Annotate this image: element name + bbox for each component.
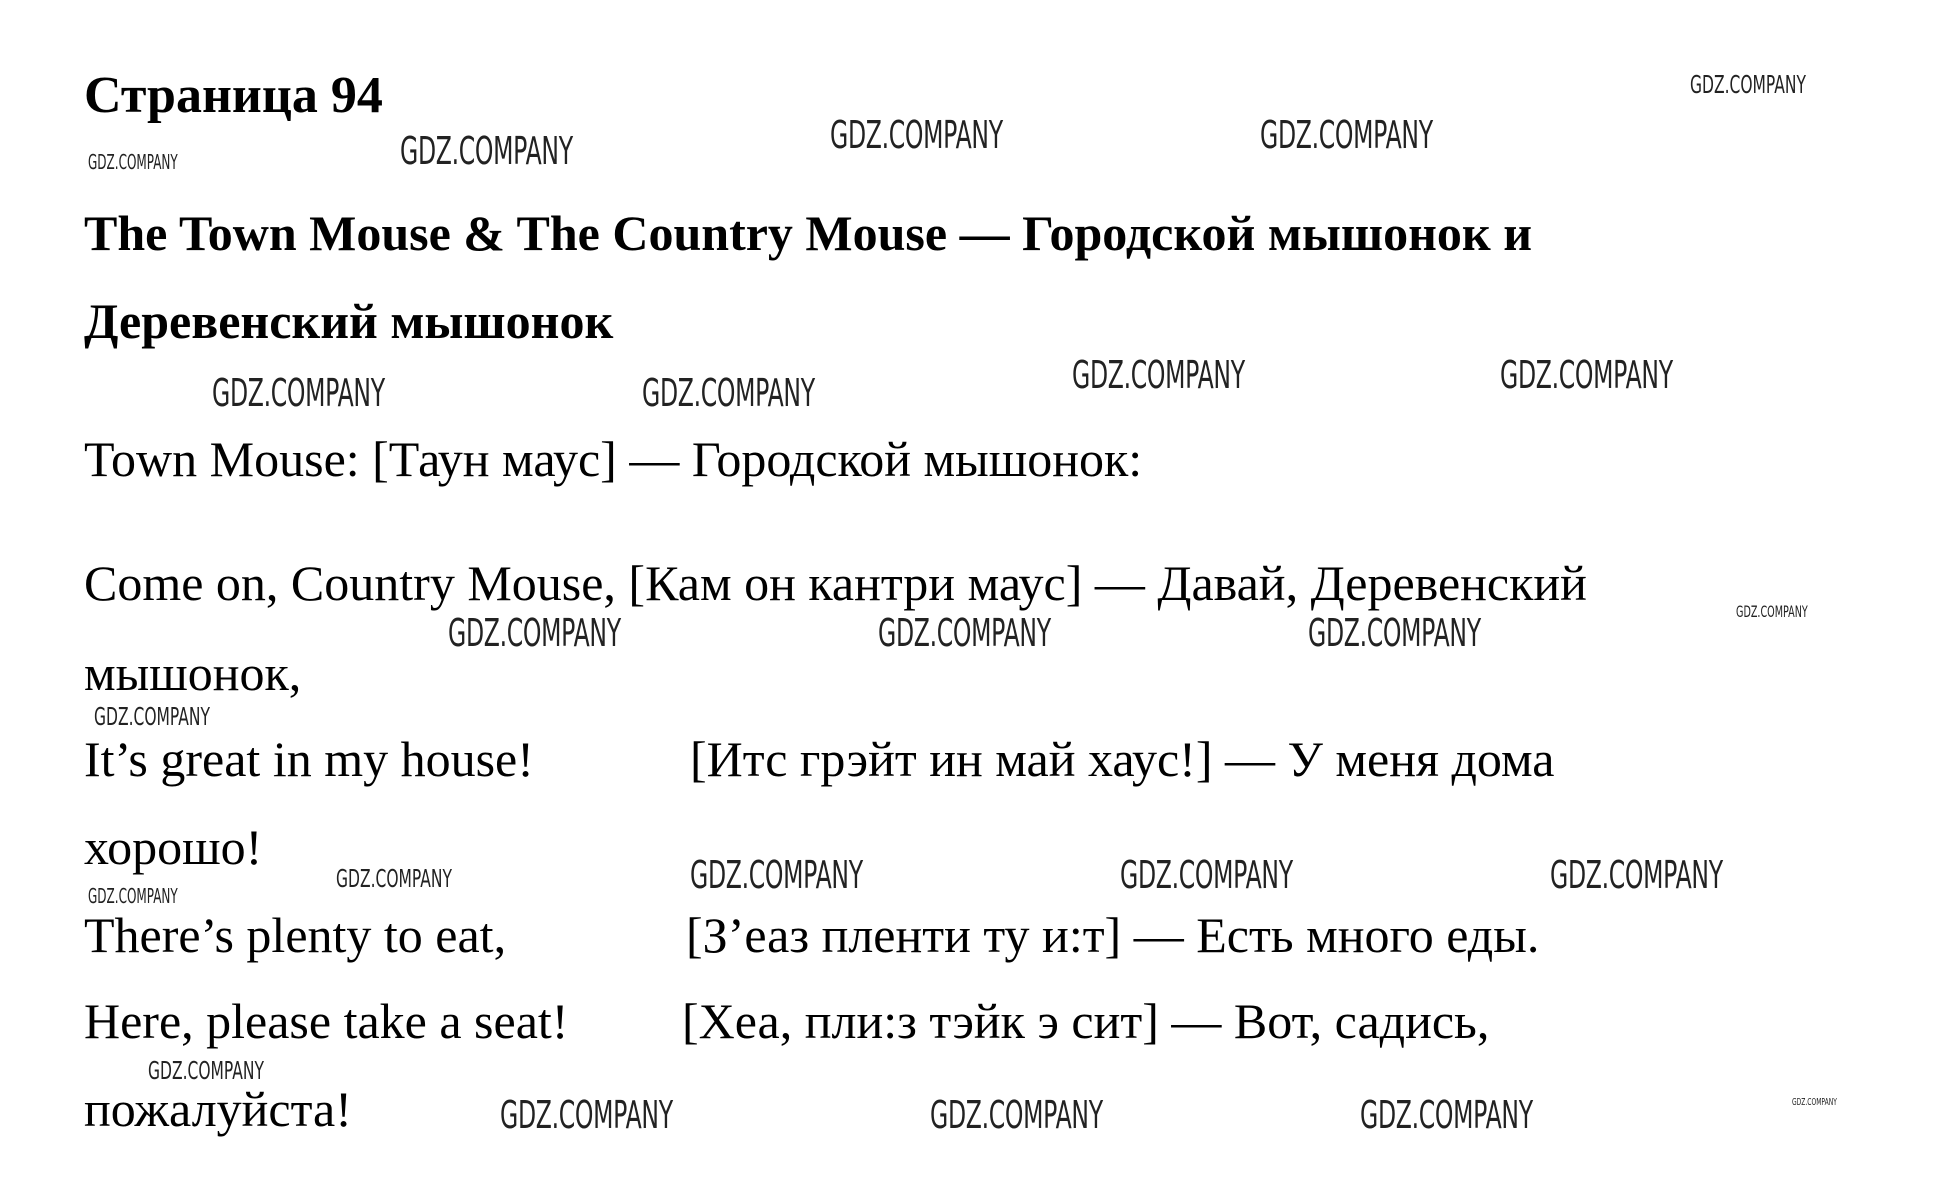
watermark: GDZ.COMPANY bbox=[642, 371, 815, 415]
watermark: GDZ.COMPANY bbox=[148, 1056, 264, 1085]
text-line-town-mouse: Town Mouse: [Таун маус] — Городской мышонок: bbox=[84, 431, 1143, 487]
text-line-great-en: It’s great in my house! bbox=[84, 731, 534, 787]
watermark: GDZ.COMPANY bbox=[88, 884, 178, 908]
watermark: GDZ.COMPANY bbox=[930, 1093, 1103, 1137]
watermark: GDZ.COMPANY bbox=[94, 702, 210, 731]
watermark: GDZ.COMPANY bbox=[1120, 853, 1293, 897]
watermark: GDZ.COMPANY bbox=[1550, 853, 1723, 897]
watermark: GDZ.COMPANY bbox=[500, 1093, 673, 1137]
watermark: GDZ.COMPANY bbox=[1500, 353, 1673, 397]
section-heading-line-2: Деревенский мышонок bbox=[84, 293, 614, 349]
watermark: GDZ.COMPANY bbox=[400, 129, 573, 173]
watermark: GDZ.COMPANY bbox=[336, 864, 452, 893]
watermark: GDZ.COMPANY bbox=[1308, 611, 1481, 655]
watermark: GDZ.COMPANY bbox=[830, 113, 1003, 157]
page-title: Страница 94 bbox=[84, 67, 383, 124]
watermark: GDZ.COMPANY bbox=[878, 611, 1051, 655]
text-line-come-on: Come on, Country Mouse, [Кам он кантри маус] — Давай, Деревенский bbox=[84, 555, 1587, 611]
text-line-seat-ru: [Хеа, пли:з тэйк э сит] — Вот, садись, bbox=[682, 993, 1490, 1049]
watermark: GDZ.COMPANY bbox=[1072, 353, 1245, 397]
text-line-plenty-en: There’s plenty to eat, bbox=[84, 907, 507, 963]
text-line-plenty-ru: [З’еаз пленти ту и:т] — Есть много еды. bbox=[686, 907, 1540, 963]
watermark: GDZ.COMPANY bbox=[1360, 1093, 1533, 1137]
text-line-please: пожалуйста! bbox=[84, 1081, 352, 1137]
watermark: GDZ.COMPANY bbox=[88, 150, 178, 174]
section-heading-line-1: The Town Mouse & The Country Mouse — Городской мышонок и bbox=[84, 205, 1533, 261]
text-line-mouse-cont: мышонок, bbox=[84, 645, 302, 701]
watermark: GDZ.COMPANY bbox=[448, 611, 621, 655]
watermark: GDZ.COMPANY bbox=[1792, 1097, 1837, 1108]
text-line-seat-en: Here, please take a seat! bbox=[84, 993, 569, 1049]
watermark: GDZ.COMPANY bbox=[1260, 113, 1433, 157]
text-line-good: хорошо! bbox=[84, 819, 263, 875]
text-line-great-ru: [Итс грэйт ин май хаус!] — У меня дома bbox=[690, 731, 1555, 787]
watermark: GDZ.COMPANY bbox=[690, 853, 863, 897]
watermark: GDZ.COMPANY bbox=[212, 371, 385, 415]
watermark: GDZ.COMPANY bbox=[1736, 602, 1808, 621]
watermark: GDZ.COMPANY bbox=[1690, 70, 1806, 99]
